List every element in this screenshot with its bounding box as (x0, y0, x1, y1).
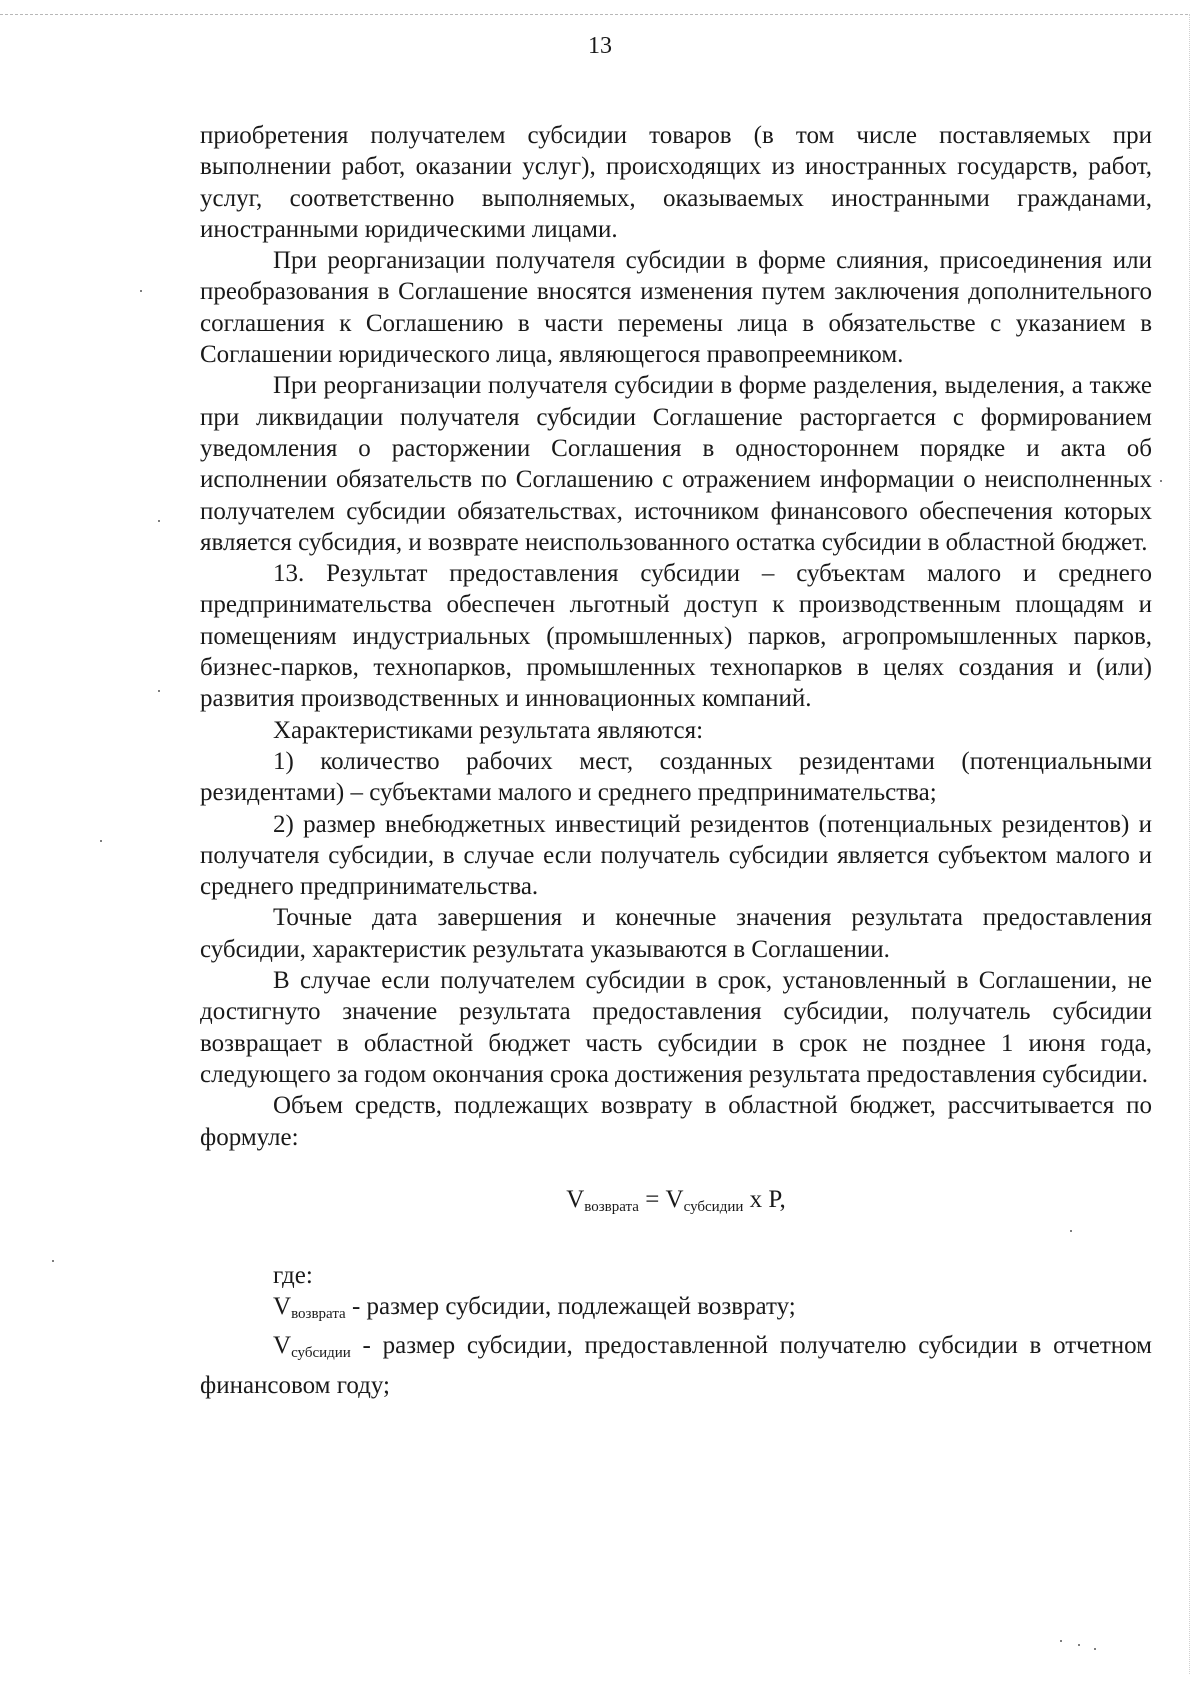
document-body (200, 120, 1152, 1401)
paragraph: 1) количество рабочих мест, созданных резидентами (потенциальными резидентами) – субъектами малого и среднего предпринимательства; (200, 747, 1152, 807)
scan-speck (158, 520, 160, 522)
definition-text: - размер субсидии, подлежащей возврату; (345, 1293, 796, 1321)
paragraph: Объем средств, подлежащих возврату в областной бюджет, рассчитывается по формуле: (200, 1092, 1152, 1151)
scan-speck (158, 690, 160, 692)
formula-v-symbol: V (566, 1185, 585, 1213)
scan-right-edge (1189, 14, 1190, 1674)
scan-speck (140, 290, 142, 292)
scan-speck (1160, 480, 1162, 482)
formula-tail: x P, (743, 1185, 786, 1213)
scan-speck (1060, 1640, 1062, 1642)
return-formula (200, 1183, 1152, 1224)
paragraph: 13. Результат предоставления субсидии – субъектам малого и среднего предпринимательства обеспечен льготный доступ к производственным площадям и помещениям индустриальных (промышленных) парков, агропромышленных парков, бизнес-парков, технопарков, промышленных технопарков в целях создания и (или) развития производственных и инновационных компаний. (200, 560, 1152, 713)
definition-symbol: $V_{возврата}$ (273, 1293, 346, 1323)
scan-speck (100, 840, 102, 842)
definition-subsidy (200, 1330, 1152, 1401)
scan-top-edge (0, 14, 1188, 15)
definition-symbol: $V_{субсидии}$ (273, 1332, 351, 1362)
scan-speck (52, 1260, 54, 1262)
scan-speck (1070, 1230, 1072, 1232)
scan-speck (1094, 1648, 1096, 1650)
formula-return-subscript: возврата (584, 1198, 639, 1215)
paragraph: При реорганизации получателя субсидии в форме разделения, выделения, а также при ликвидации получателя субсидии Соглашение расторгается с формированием уведомления о расторжении Соглашения в одностороннем порядке и акта об исполнении обязательств по Соглашению с отражением информации о неисполненных получателем субсидии обязательствах, источником финансового обеспечения которых является субсидия, и возврате неиспользованного остатка субсидии в областной бюджет. (200, 372, 1152, 556)
where-label: где: (273, 1261, 313, 1289)
paragraph: В случае если получателем субсидии в срок, установленный в Соглашении, не достигнуто значение результата предоставления субсидии, получатель субсидии возвращает в областной бюджет часть субсидии в срок не позднее 1 июня года, следующего за годом окончания срока достижения результата предоставления субсидии. (200, 967, 1152, 1088)
formula-subsidy-subscript: субсидии (683, 1198, 744, 1215)
scan-speck (1078, 1644, 1080, 1646)
paragraph: Точные дата завершения и конечные значения результата предоставления субсидии, характеристик результата указываются в Соглашении. (200, 904, 1152, 963)
formula-v-symbol-2: V (665, 1185, 684, 1213)
page-number: 13 (588, 33, 612, 59)
definition-text: - размер субсидии, предоставленной получателю субсидии в отчетном финансовом году; (200, 1332, 1152, 1399)
formula-equals: = (638, 1185, 666, 1213)
paragraph: Характеристиками результата являются: (273, 716, 704, 744)
definition-return (200, 1291, 1152, 1330)
paragraph: 2) размер внебюджетных инвестиций резидентов (потенциальных резидентов) и получателя субсидии, в случае если получатель субсидии является субъектом малого и среднего предпринимательства. (200, 810, 1152, 901)
paragraph: При реорганизации получателя субсидии в форме слияния, присоединения или преобразования в Соглашение вносятся изменения путем заключения дополнительного соглашения к Соглашению в части перемены лица в обязательстве с указанием в Соглашении юридического лица, являющегося правопреемником. (200, 247, 1152, 369)
paragraph: приобретения получателем субсидии товаров (в том числе поставляемых при выполнении работ, оказании услуг), происходящих из иностранных государств, работ, услуг, соответственно выполняемых, оказываемых иностранными гражданами, иностранными юридическими лицами. (200, 122, 1152, 243)
